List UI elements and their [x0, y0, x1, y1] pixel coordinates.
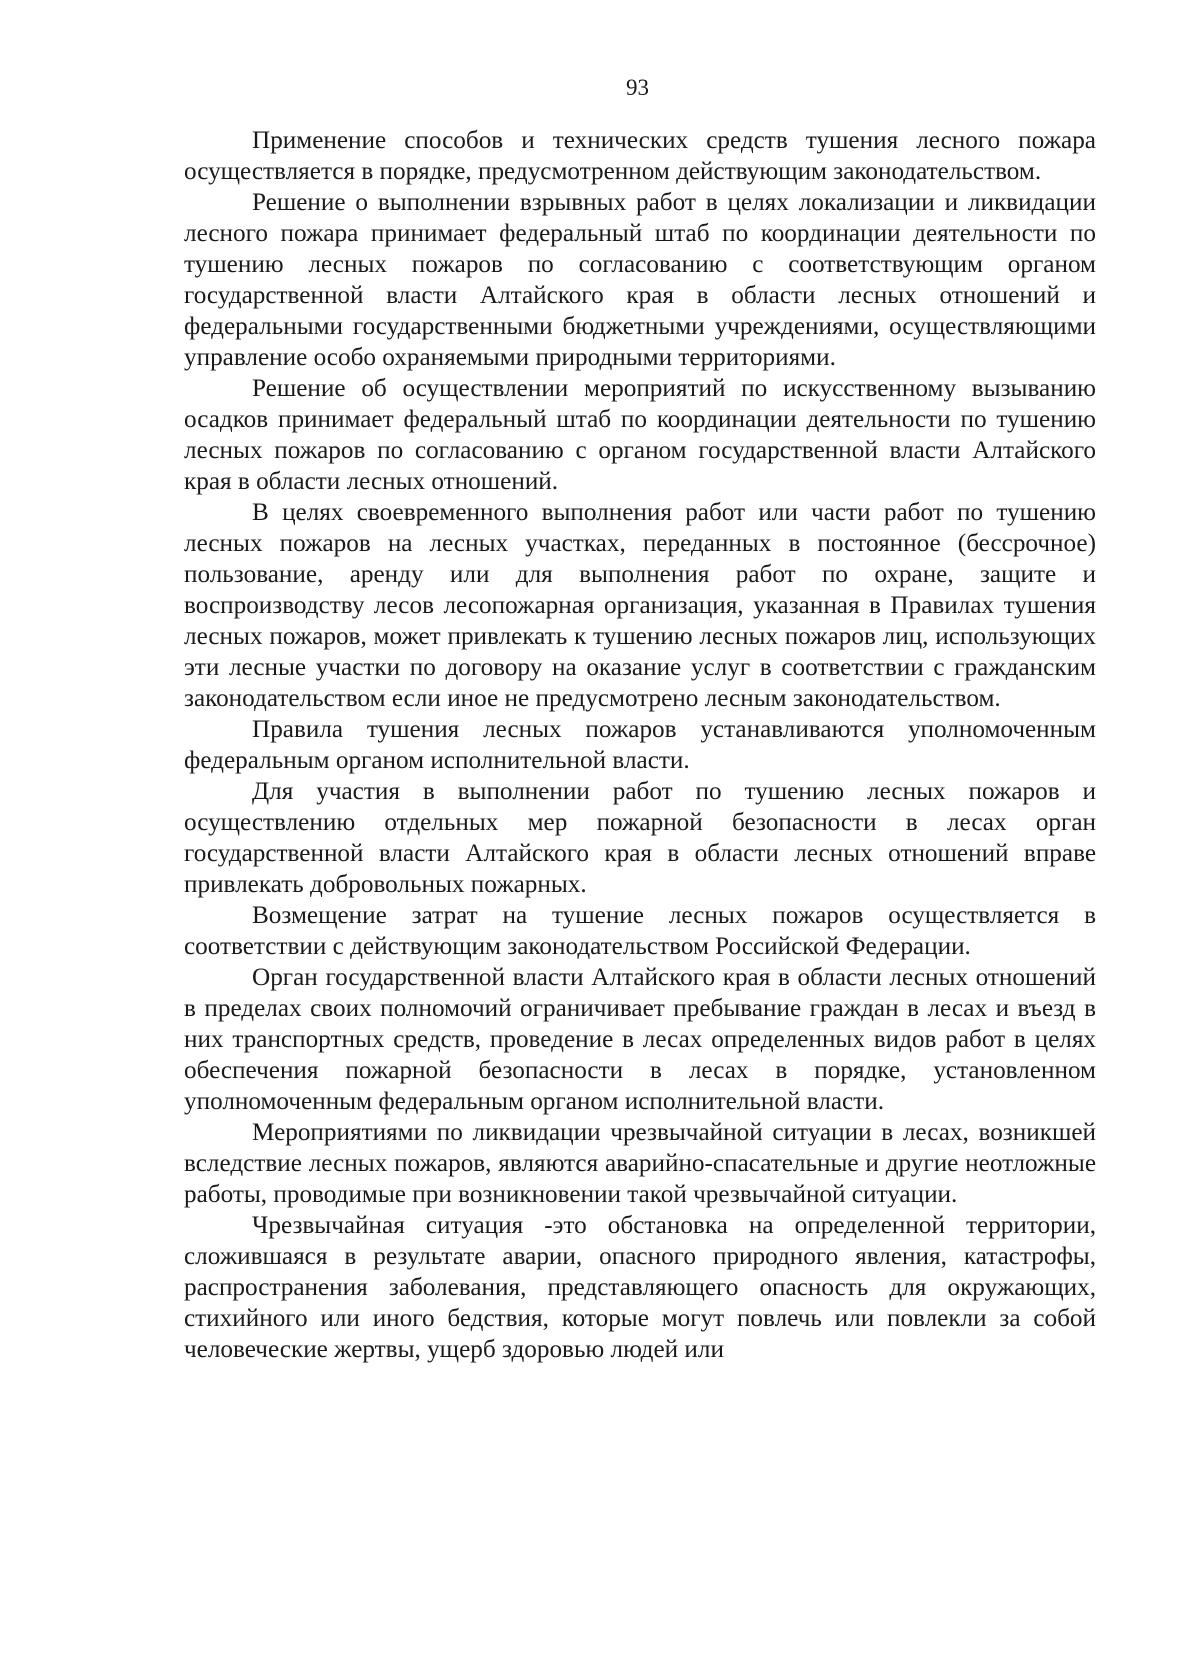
paragraph-artificial-precipitation: Решение об осуществлении мероприятий по искусственному вызыванию осадков принимает федеральный штаб по координации деятельности по тушению лесных пожаров по согласованию с органом государственной власти Алтайского края в области лесных отношений. [184, 375, 1096, 495]
document-body [184, 125, 1096, 1365]
paragraph-emergency-measures: Мероприятиями по ликвидации чрезвычайной ситуации в лесах, возникшей вследствие лесных пожаров, являются аварийно-спасательные и другие неотложные работы, проводимые при возникновении такой чрезвычайной ситуации. [184, 1119, 1096, 1208]
paragraph-extinguishing-methods: Применение способов и технических средств тушения лесного пожара осуществляется в порядке, предусмотренном действующим законодательством. [184, 127, 1096, 185]
paragraph-emergency-definition: Чрезвычайная ситуация -это обстановка на определенной территории, сложившаяся в результате аварии, опасного природного явления, катастрофы, распространения заболевания, представляющего опасность для окружающих, стихийного или иного бедствия, которые могут повлечь или повлекли за собой человеческие жертвы, ущерб здоровью людей или [184, 1212, 1096, 1363]
paragraph-access-restriction: Орган государственной власти Алтайского края в области лесных отношений в пределах своих полномочий ограничивает пребывание граждан в лесах и въезд в них транспортных средств, проведение в лесах определенных видов работ в целях обеспечения пожарной безопасности в лесах в порядке, установленном уполномоченным федеральным органом исполнительной власти. [184, 964, 1096, 1115]
paragraph-extinguishing-rules: Правила тушения лесных пожаров устанавливаются уполномоченным федеральным органом исполнительной власти. [184, 716, 1096, 774]
paragraph-timely-works: В целях своевременного выполнения работ или части работ по тушению лесных пожаров на лесных участках, переданных в постоянное (бессрочное) пользование, аренду или для выполнения работ по охране, защите и воспроизводству лесов лесопожарная организация, указанная в Правилах тушения лесных пожаров, может привлекать к тушению лесных пожаров лиц, использующих эти лесные участки по договору на оказание услуг в соответствии с гражданским законодательством если иное не предусмотрено лесным законодательством. [184, 499, 1096, 712]
paragraph-blasting-works: Решение о выполнении взрывных работ в целях локализации и ликвидации лесного пожара принимает федеральный штаб по координации деятельности по тушению лесных пожаров по согласованию с соответствующим органом государственной власти Алтайского края в области лесных отношений и федеральными государственными бюджетными учреждениями, осуществляющими управление особо охраняемыми природными территориями. [184, 189, 1096, 371]
page-number: 93 [626, 75, 649, 100]
paragraph-volunteer-firefighters: Для участия в выполнении работ по тушению лесных пожаров и осуществлению отдельных мер пожарной безопасности в лесах орган государственной власти Алтайского края в области лесных отношений вправе привлекать добровольных пожарных. [184, 778, 1096, 898]
paragraph-cost-reimbursement: Возмещение затрат на тушение лесных пожаров осуществляется в соответствии с действующим законодательством Российской Федерации. [184, 902, 1096, 960]
